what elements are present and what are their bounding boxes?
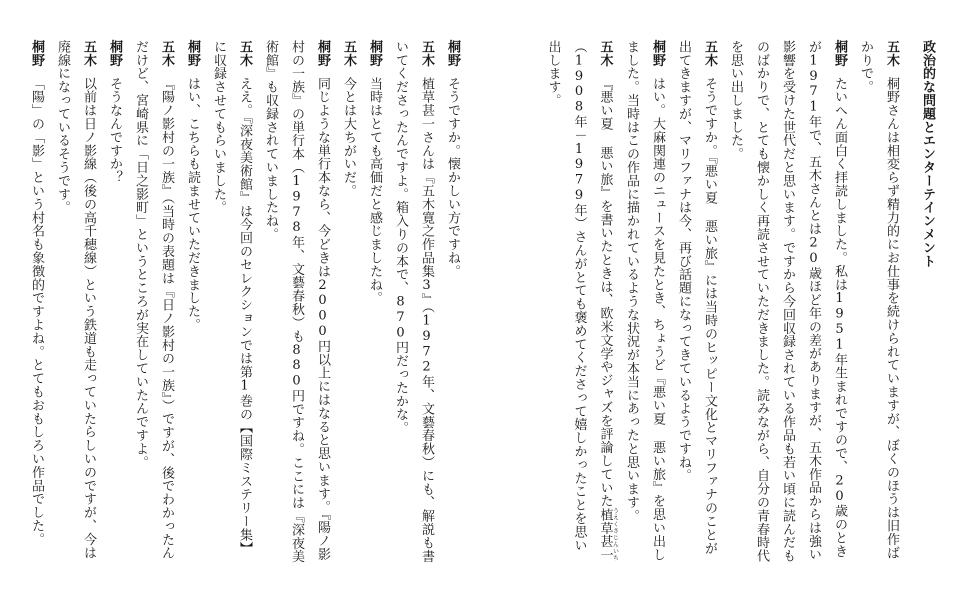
dialogue-paragraph [722, 40, 852, 565]
dialogue-paragraph [335, 40, 361, 565]
dialogue-text: 同じような単行本なら、今どきは2000円以上にはなると思います。『陽ノ影村の一族』の単行本（1978年、文藝春秋）も880円ですね。ここには『深夜美術館』も収録されていましたね。 [263, 40, 330, 564]
speaker-label: 桐野 [650, 40, 665, 67]
dialogue-text: 当時はとても高価だと感じましたね。 [367, 76, 382, 305]
dialogue-paragraph [439, 40, 465, 565]
speaker-label: 桐野 [832, 40, 847, 67]
speaker-label: 桐野 [315, 40, 330, 67]
speaker-label: 五木 [81, 40, 96, 67]
section-title: 政治的な問題とエンターテインメント [920, 40, 935, 268]
dialogue-text: 「陽」の「影」という村名も象徴的ですよね。とてもおもしろい作品でした。 [29, 76, 44, 546]
speaker-label: 桐野 [185, 40, 200, 67]
speaker-label: 五木 [597, 40, 613, 67]
dialogue-text: たいへん面白く拝読しました。私は1951年生まれですので、20歳のときが1971年で、五木さんとは20歳ほど年の差がありますが、五木作品からは強い影響を受けた世代だと思います。ですから今回収録されている作品も若い頃に読んだものばかりで、とても懐かしく再読させていただきました。読みながら、自分の青春時代を思い出しました。 [728, 40, 847, 563]
ruby-base: 植草甚一 [597, 507, 613, 562]
speaker-label: 五木 [159, 40, 174, 67]
dialogue-text: 以前は日ノ影線（後の高千穂線）という鉄道も走っていたらしいのですが、今は廃線になっているそうです。 [55, 40, 96, 560]
dialogue-paragraph [852, 40, 904, 565]
dialogue-paragraph [23, 40, 49, 565]
dialogue-paragraph [49, 40, 101, 565]
dialogue-text: そうなんですか？ [107, 76, 122, 185]
dialogue-text: 桐野さんは相変らず精力的にお仕事を続けられていますが、ぼくのほうは旧作ばかりで。 [858, 40, 899, 560]
ruby-name [597, 507, 619, 562]
dialogue-text: そうですか。懐かしい方ですね。 [445, 76, 460, 278]
dialogue-paragraph [179, 40, 205, 565]
speaker-label: 五木 [341, 40, 356, 67]
speaker-label: 五木 [702, 40, 717, 67]
ruby-reading: うえくさじんいち [611, 507, 619, 562]
speaker-label: 桐野 [367, 40, 382, 67]
dialogue-text: （1908年－1979年）さんがとても褒めてくださって嬉しかったことを思い出します。 [545, 40, 587, 552]
speaker-label: 五木 [419, 40, 434, 67]
speaker-label: 五木 [884, 40, 899, 67]
dialogue-text: 植草甚一さんは『五木寛之作品集3』（1972年、文藝春秋）にも、解説も書いてくださったんですよ。箱入りの本で、870円だったかな。 [393, 40, 434, 563]
left-page-text [23, 40, 465, 565]
speaker-label: 桐野 [445, 40, 460, 67]
dialogue-text: 『陽ノ影村の一族』（当時の表題は『日ノ影村の一族』）ですが、後でわかったんだけど、宮崎県に「日之影町」というところが実在していたんですよ。 [133, 40, 174, 560]
speaker-label: 五木 [237, 40, 252, 67]
dialogue-paragraph [540, 40, 619, 565]
dialogue-paragraph [101, 40, 127, 565]
dialogue-paragraph [127, 40, 179, 565]
dialogue-text: そうですか。『悪い夏 悪い旅』には当時のヒッピー文化とマリファナのことが出てきますが、マリファナは今、再び話題になってきているようですね。 [676, 40, 717, 555]
right-page [485, 0, 970, 600]
dialogue-text: 『悪い夏 悪い旅』を書いたときは、欧米文学やジャズを評論していた [597, 76, 613, 508]
dialogue-paragraph [205, 40, 257, 565]
dialogue-paragraph [387, 40, 439, 565]
dialogue-paragraph [618, 40, 670, 565]
dialogue-paragraph [670, 40, 722, 565]
dialogue-text: はい、こちらも読ませていただきました。 [185, 76, 200, 332]
dialogue-text: はい。大麻関連のニュースを見たとき、ちょうど『悪い夏 悪い旅』を思い出しました。当時はこの作品に描かれているような状況が本当にあったと思います。 [624, 40, 665, 562]
dialogue-text: ええ。『深夜美術館』は今回のセレクションでは第1巻の【国際ミステリー集】に収録させてもらいました。 [211, 40, 252, 555]
dialogue-paragraph [257, 40, 335, 565]
speaker-label: 桐野 [107, 40, 122, 67]
speaker-label: 桐野 [29, 40, 44, 67]
dialogue-paragraph [361, 40, 387, 565]
dialogue-text: 今とは大ちがいだ。 [341, 76, 356, 198]
right-page-text [540, 40, 941, 565]
